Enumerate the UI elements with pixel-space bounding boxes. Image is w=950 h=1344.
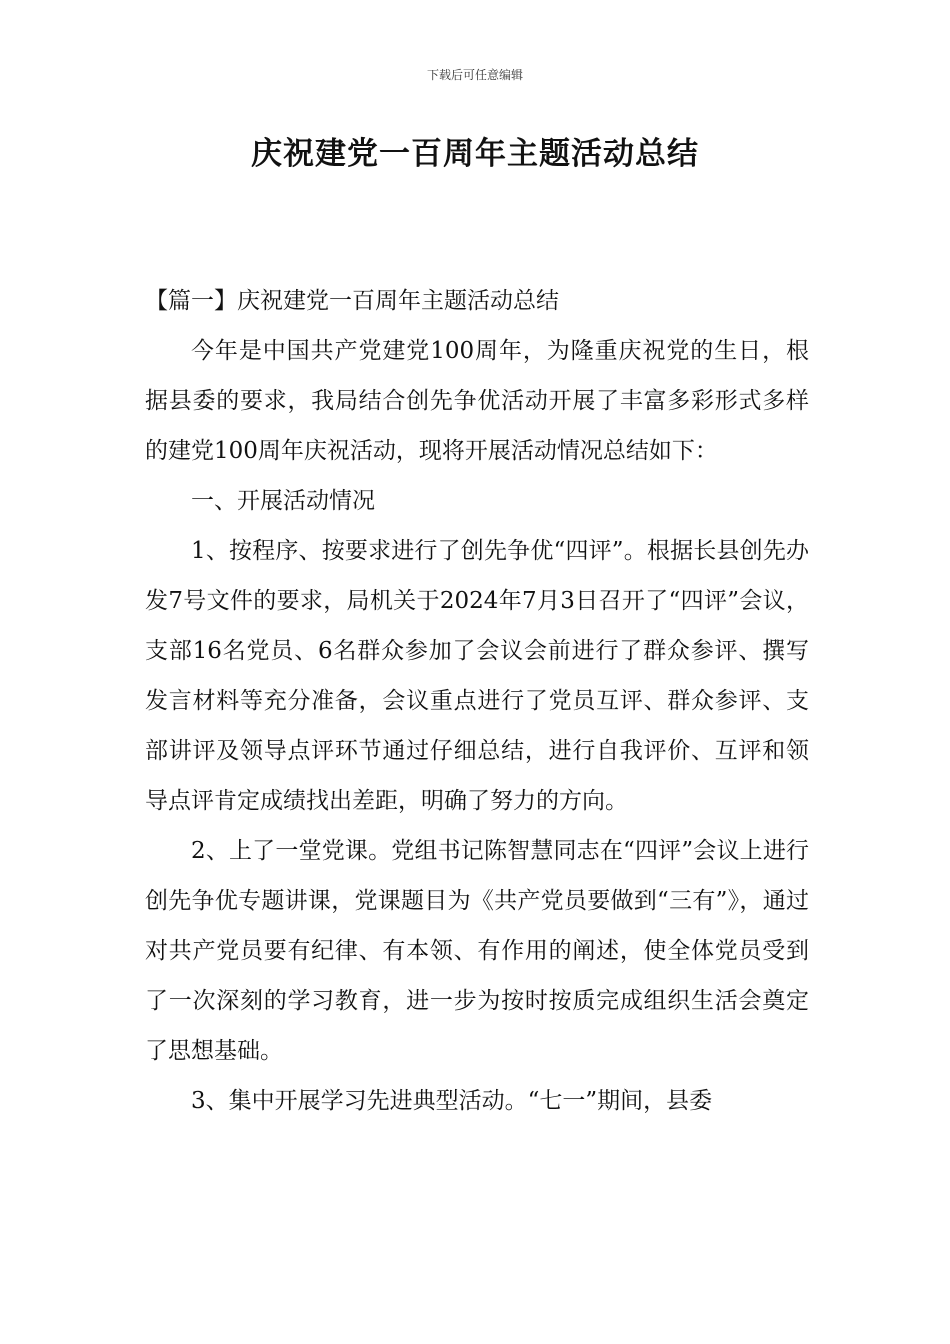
paragraph-intro: 今年是中国共产党建党100周年，为隆重庆祝党的生日，根据县委的要求，我局结合创先争优活动开展了丰富多彩形式多样的建党100周年庆祝活动，现将开展活动情况总结如下： — [145, 338, 809, 464]
document-body — [145, 276, 809, 1126]
subsection-heading: 一、开展活动情况 — [191, 488, 375, 514]
document-title: 庆祝建党一百周年主题活动总结 — [251, 136, 699, 172]
header-note: 下载后可任意编辑 — [426, 68, 523, 82]
paragraph-item-1: 1、按程序、按要求进行了创先争优“四评”。根据长县创先办发7号文件的要求，局机关于2024年7月3日召开了“四评”会议，支部16名党员、6名群众参加了会议会前进行了群众参评、撰写发言材料等充分准备，会议重点进行了党员互评、群众参评、支部讲评及领导点评环节通过仔细总结，进行自我评价、互评和领导点评肯定成绩找出差距，明确了努力的方向。 — [145, 538, 809, 814]
paragraph-item-3: 3、集中开展学习先进典型活动。“七一”期间，县委 — [191, 1088, 713, 1114]
paragraph-item-2: 2、上了一堂党课。党组书记陈智慧同志在“四评”会议上进行创先争优专题讲课，党课题目为《共产党员要做到“三有”》，通过对共产党员要有纪律、有本领、有作用的阐述，使全体党员受到了一次深刻的学习教育，进一步为按时按质完成组织生活会奠定了思想基础。 — [145, 838, 809, 1064]
section-heading: 【篇一】庆祝建党一百周年主题活动总结 — [145, 288, 559, 314]
